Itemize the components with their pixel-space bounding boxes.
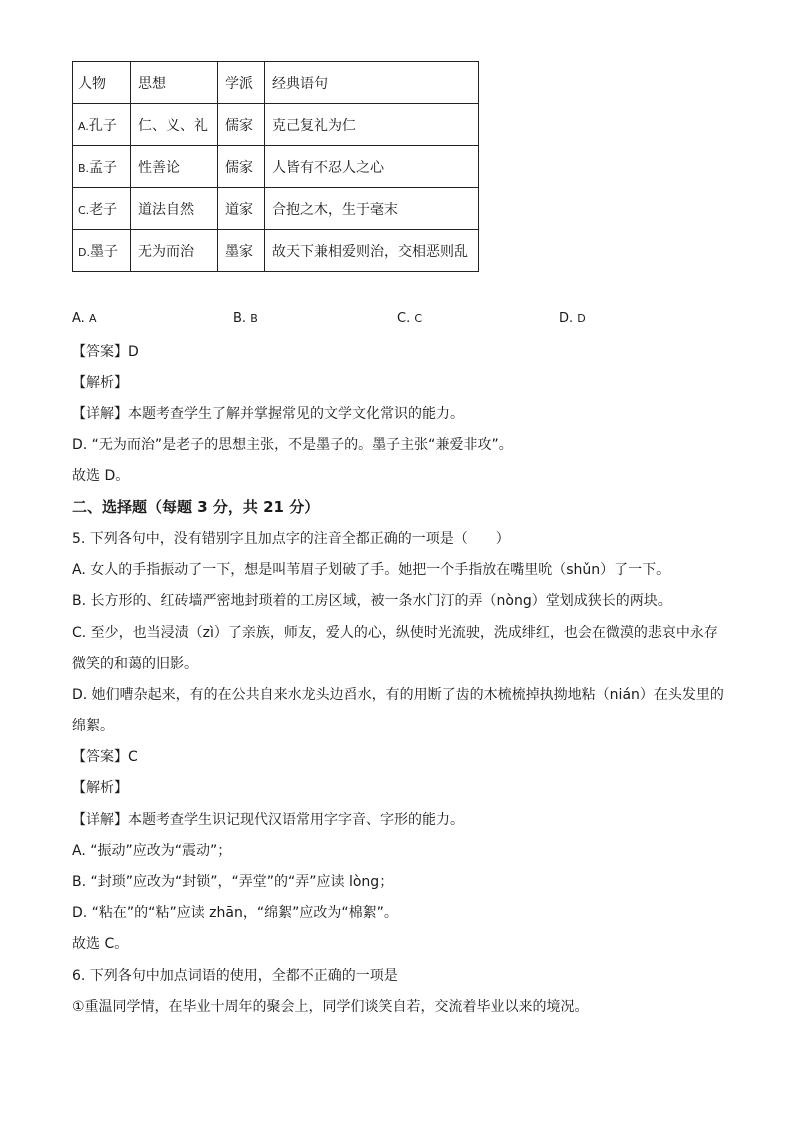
option-a: A. A — [72, 311, 97, 326]
explanation-line: A. “振动”应改为“震动”； — [72, 843, 232, 859]
table-cell-quote: 合抱之木，生于毫末 — [265, 188, 479, 230]
explanation-line: B. “封琐”应改为“封锁”，“弄堂”的“弄”应读 lòng； — [72, 874, 394, 890]
question-stem: 5. 下列各句中，没有错别字且加点字的注音全都正确的一项是（ ） — [72, 531, 510, 547]
conclusion-line: 故选 D。 — [72, 468, 130, 484]
analysis-label: 【解析】 — [72, 780, 128, 796]
answer-line: 【答案】C — [72, 749, 138, 765]
table-cell-thought: 仁、义、礼 — [131, 104, 218, 146]
question-stem: 6. 下列各句中加点词语的使用，全都不正确的一项是 — [72, 968, 398, 984]
analysis-label: 【解析】 — [72, 375, 128, 391]
table-cell-person: C.老子 — [73, 188, 131, 230]
table-cell-person: A.孔子 — [73, 104, 131, 146]
table-cell-thought: 无为而治 — [131, 230, 218, 272]
option-c: C. C — [397, 311, 423, 326]
option-d: D. D — [559, 311, 586, 326]
table-cell-school: 儒家 — [218, 146, 265, 188]
table-cell-person: B.孟子 — [73, 146, 131, 188]
table-header-cell: 学派 — [218, 62, 265, 104]
option-b: B. B — [233, 311, 258, 326]
table-cell-quote: 故天下兼相爱则治，交相恶则乱 — [265, 230, 479, 272]
table-header-cell: 思想 — [131, 62, 218, 104]
table-row — [73, 230, 479, 272]
table-cell-school: 墨家 — [218, 230, 265, 272]
choice-d: D. 她们嘈杂起来，有的在公共自来水龙头边舀水，有的用断了齿的木梳梳掉执拗地粘（nián）在头发里的 — [72, 687, 724, 703]
detail-line: 【详解】本题考查学生了解并掌握常见的文学文化常识的能力。 — [72, 406, 464, 422]
section-heading: 二、选择题（每题 3 分，共 21 分） — [72, 498, 320, 516]
table-header-cell: 经典语句 — [265, 62, 479, 104]
choice-a: A. 女人的手指振动了一下，想是叫苇眉子划破了手。她把一个手指放在嘴里吮（shǔn）了一下。 — [72, 562, 671, 578]
detail-line: 【详解】本题考查学生识记现代汉语常用字字音、字形的能力。 — [72, 812, 464, 828]
table-header-cell: 人物 — [73, 62, 131, 104]
statement-line: ①重温同学情，在毕业十周年的聚会上，同学们谈笑自若，交流着毕业以来的境况。 — [72, 999, 589, 1015]
table-cell-school: 儒家 — [218, 104, 265, 146]
table-cell-thought: 性善论 — [131, 146, 218, 188]
table-cell-person: D.墨子 — [73, 230, 131, 272]
table-row — [73, 188, 479, 230]
table-header-row — [73, 62, 479, 104]
table-cell-thought: 道法自然 — [131, 188, 218, 230]
choice-d-continued: 绵絮。 — [72, 718, 114, 734]
table-cell-quote: 人皆有不忍人之心 — [265, 146, 479, 188]
conclusion-line: 故选 C。 — [72, 936, 129, 952]
knowledge-table — [72, 61, 479, 272]
choice-c: C. 至少，也当浸渍（zì）了亲族，师友，爱人的心，纵使时光流驶，洗成绯红，也会在微漠的悲哀中永存 — [72, 625, 718, 641]
table-row — [73, 146, 479, 188]
explanation-line: D. “粘在”的“粘”应读 zhān，“绵絮”应改为“棉絮”。 — [72, 905, 398, 921]
table-cell-school: 道家 — [218, 188, 265, 230]
table-row — [73, 104, 479, 146]
choice-c-continued: 微笑的和蔼的旧影。 — [72, 656, 198, 672]
answer-line: 【答案】D — [72, 344, 139, 360]
table-cell-quote: 克己复礼为仁 — [265, 104, 479, 146]
explanation-line: D. “无为而治”是老子的思想主张，不是墨子的。墨子主张“兼爱非攻”。 — [72, 437, 513, 453]
choice-b: B. 长方形的、红砖墙严密地封琐着的工房区域，被一条水门汀的弄（nòng）堂划成狭长的两块。 — [72, 593, 672, 609]
